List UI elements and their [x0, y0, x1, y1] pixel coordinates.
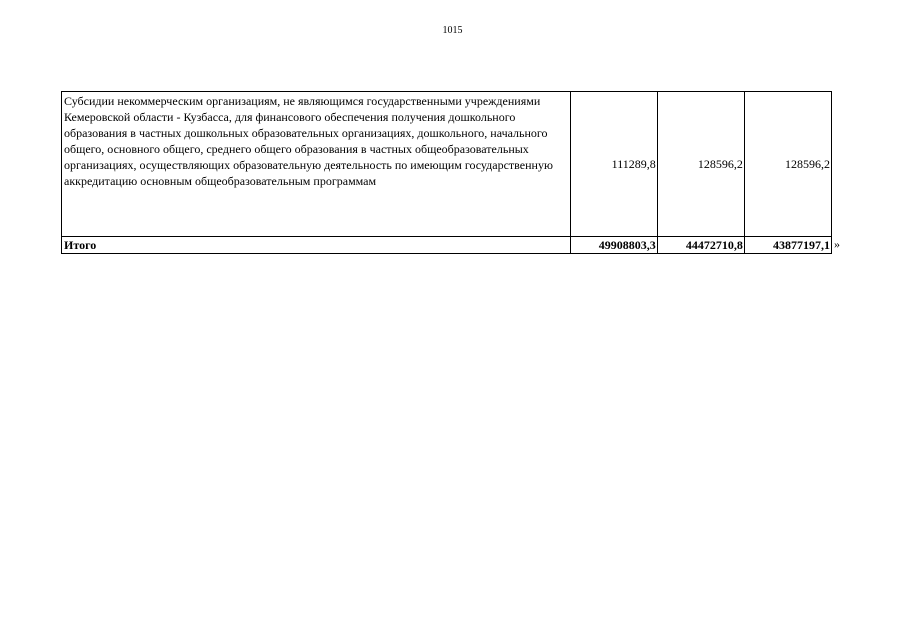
row-value-year-1: 111289,8: [570, 92, 657, 237]
row-description: Субсидии некоммерческим организациям, не являющимся государственными учреждениями Кемеровской области - Кузбасса, для финансового обеспечения получения дошкольного образования в частных дошкольных образовательных организациях, дошкольного, начального общего, основного общего, среднего общего образования в частных общеобразовательных организациях, осуществляющих образовательную деятельность по имеющим государственную аккредитацию основным общеобразовательным программам: [62, 92, 571, 237]
total-label: Итого: [62, 237, 571, 254]
row-value-year-3: 128596,2: [744, 92, 831, 237]
table-row: [62, 92, 832, 237]
total-value-year-2: 44472710,8: [657, 237, 744, 254]
closing-quote-mark: »: [834, 237, 840, 251]
total-row: [62, 237, 832, 254]
budget-table: [61, 91, 832, 254]
total-value-year-1: 49908803,3: [570, 237, 657, 254]
page-number: 1015: [442, 25, 463, 36]
row-value-year-2: 128596,2: [657, 92, 744, 237]
total-value-year-3: 43877197,1: [744, 237, 831, 254]
